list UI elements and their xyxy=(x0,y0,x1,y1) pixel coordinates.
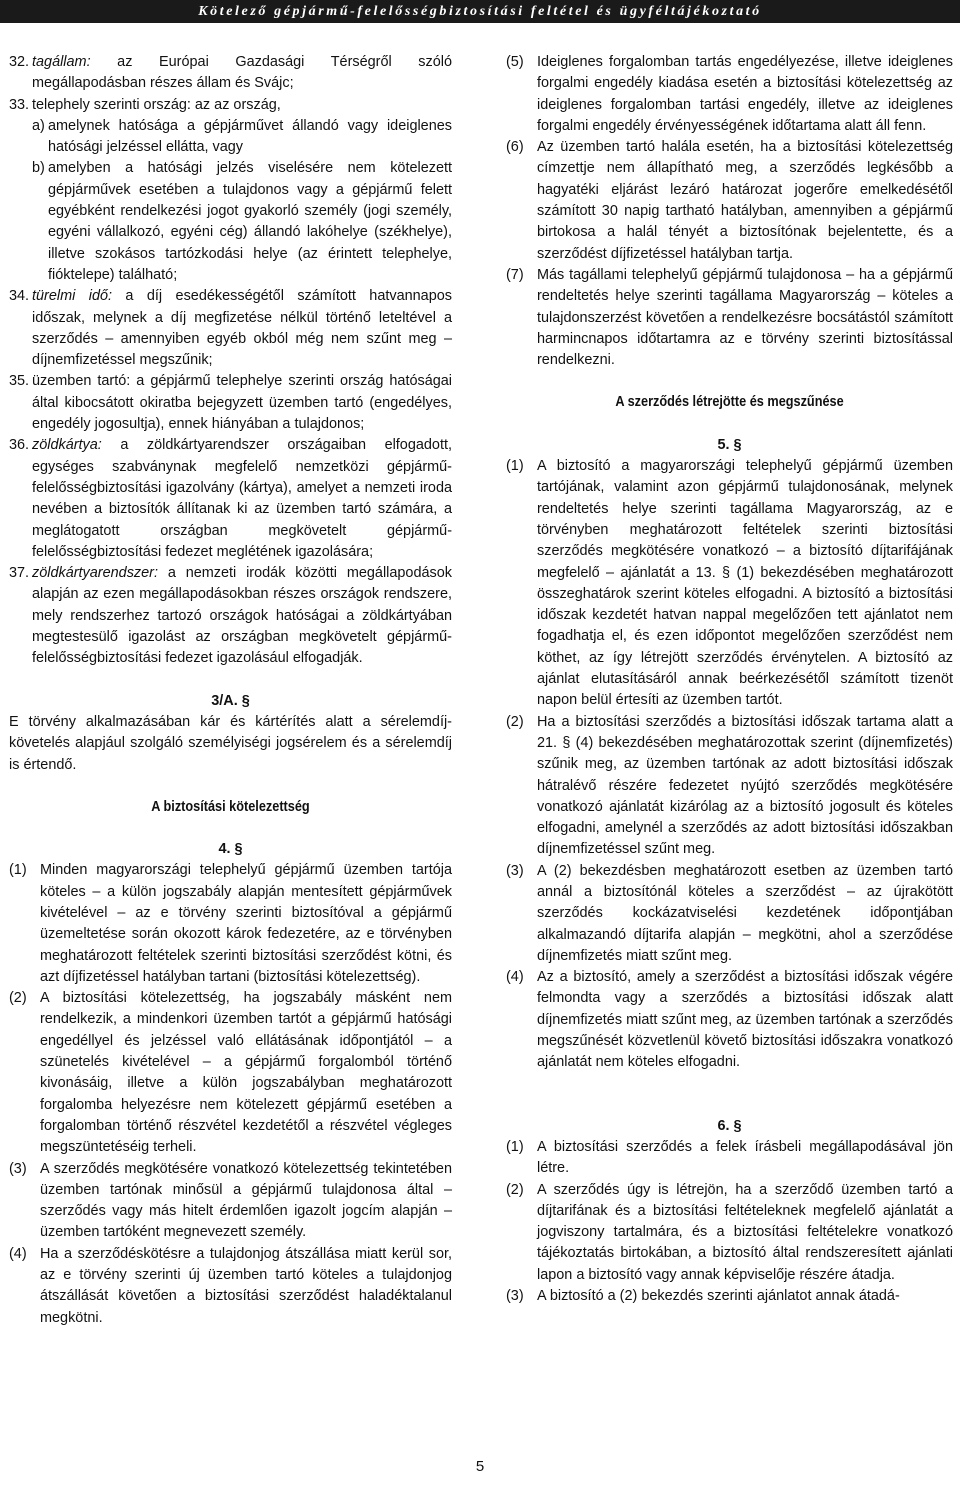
item-number: 37. xyxy=(9,565,30,582)
definition-35 xyxy=(9,371,452,435)
section-3a-title: 3/A. § xyxy=(211,692,250,709)
item-number: 33. xyxy=(9,96,30,113)
paragraph-text: Az üzemben tartó halála esetén, ha a biztosítási kötelezettség címzettje nem állapítható meg, a szerződés legkésőbb a hagyatéki eljárást lezáró határozat jogerőre emelkedésétől számított 30 napig tartható hatályban, amennyiben a gépjármű birtokosa a halál tényét a biztosítónak bejelentette, és a szerződést díjfizetéssel hatályban tartja. xyxy=(537,139,953,262)
chapter-heading-contract-formation: A szerződés létrejötte és megszűnése xyxy=(615,394,844,411)
paragraph-4-6 xyxy=(506,137,953,265)
paragraph-number: (4) xyxy=(506,969,524,986)
paragraph-6-1 xyxy=(506,1137,953,1180)
definition-37 xyxy=(9,563,452,669)
sub-item-marker: a) xyxy=(32,117,45,134)
paragraph-text: Az a biztosító, amely a szerződést a biztosítási időszak végére felmondta vagy a szerződés a biztosítási időszak alatt díjnemfizetés miatt szűnt meg, az üzemben tartónak a szerződés megszűnését közvetlenül követő biztosítási időszakra vonatkozó ajánlatát nem köteles elfogadni. xyxy=(537,969,953,1071)
sub-item-b xyxy=(32,158,452,286)
paragraph-text: A szerződés megkötésére vonatkozó kötelezettség tekintetében üzemben tartónak minősül a gépjármű tulajdonosa által – szerződés vagy más hitelt érdemlően igazolt jogcím alapján – üzemben tartóként megnevezett személy. xyxy=(40,1160,452,1241)
document-header: Kötelező gépjármű-felelősségbiztosítási feltétel és ügyféltájékoztató xyxy=(0,0,960,23)
sub-item-text: amelyben a hatósági jelzés viselésére nem kötelezett gépjárművek esetében a tulajdonos vagy a gépjármű felett egyébként rendelkezési jogot gyakorló személy (jogi személy, egyéni vállalkozó, egyéni cég) állandó lakóhelye (székhelye), illetve szokásos tartózkodási helye (az érintett telephelye, fióktelepe) található; xyxy=(48,160,452,283)
page-number: 5 xyxy=(475,1458,485,1475)
item-number: 32. xyxy=(9,54,30,70)
section-4-title: 4. § xyxy=(218,841,243,858)
section-5-title: 5. § xyxy=(717,436,742,453)
paragraph-5-1 xyxy=(506,456,953,712)
paragraph-number: (1) xyxy=(506,1138,524,1155)
paragraph-text: Ha a szerződéskötésre a tulajdonjog átszállása miatt kerül sor, az e törvény szerinti új üzemben tartó köteles a tulajdonjog átszállását követően a biztosítási szerződést haladéktalanul megkötni. xyxy=(40,1245,452,1326)
definition-text: telephely szerinti ország: az az ország, xyxy=(32,96,281,113)
paragraph-5-4 xyxy=(506,967,953,1073)
paragraph-number: (5) xyxy=(506,54,524,70)
definition-text: üzemben tartó: a gépjármű telephelye szerinti ország hatóságai által kibocsátott okiratba bejegyzett üzemben tartó (engedélyes, engedély jogosultja), ennek hiányában a tulajdonos; xyxy=(32,373,452,433)
item-number: 36. xyxy=(9,437,30,454)
sub-item-a xyxy=(32,116,452,159)
definition-text: az Európai Gazdasági Térségről szóló megállapodásban részes állam és Svájc; xyxy=(32,54,452,92)
paragraph-text: Minden magyarországi telephelyű gépjármű üzemben tartója köteles – a külön jogszabály alapján mentesített gépjárművek kivételével – az e törvény szerinti biztosítóval a gépjármű üzemeltetése során okozott károk fedezetére, az e törvényben meghatározott feltételek szerinti biztosítási szerződést kötni, és azt díjfizetéssel hatályban tartani (biztosítási kötelezettség). xyxy=(40,862,452,985)
definition-36 xyxy=(9,435,452,563)
defined-term: türelmi idő: xyxy=(32,288,113,305)
paragraph-number: (2) xyxy=(9,990,27,1007)
paragraph-number: (1) xyxy=(9,862,27,879)
paragraph-4-1 xyxy=(9,860,452,988)
paragraph-text: A szerződés úgy is létrejön, ha a szerződő üzemben tartó a díjtarifának és a biztosítási feltételeknek megfelelő ajánlatát a jogviszony tartalmára, és a biztosítási feltételekre vonatkozó tájékoztatás birtokában, a biztosító által rendszeresített ajánlati lapon a biztosító vagy annak képviselője részére átadja. xyxy=(537,1181,953,1283)
paragraph-text: Ha a biztosítási szerződés a biztosítási időszak tartama alatt a 21. § (4) bekezdésében meghatározottak szerint (díjnemfizetés) szűnik meg, az üzemben tartónak az adott biztosítási időszak hátralévő részére fedezetet nyújtó szerződés megkötésére vonatkozó ajánlatát kizárólag az a biztosító jogosult és köteles elfogadni, amelynél a szerződés az adott biztosítási időszakban díjnemfizetéssel szűnt meg. xyxy=(537,713,953,858)
section-3a-text: E törvény alkalmazásában kár és kártérítés alatt a sérelemdíj-követelés alapjául szolgáló személyiségi jogsérelem és a sérelemdíj is értendő. xyxy=(9,713,452,773)
paragraph-number: (6) xyxy=(506,139,524,156)
definition-33 xyxy=(9,95,452,287)
item-number: 34. xyxy=(9,288,30,305)
paragraph-6-2 xyxy=(506,1180,953,1286)
paragraph-6-3 xyxy=(506,1286,953,1307)
paragraph-4-2 xyxy=(9,988,452,1158)
definition-34 xyxy=(9,286,452,371)
defined-term: tagállam: xyxy=(32,54,91,70)
paragraph-text: A (2) bekezdésben meghatározott esetben az üzemben tartó annál a biztosítónál köteles a szerződést – az újrakötött szerződés kockázatviselési kezdetének időpontjában alkalmazandó díjtarifa alapján – megkötni, ahol a szerződése díjnemfizetés miatt szűnt meg. xyxy=(537,862,953,964)
definition-text: a zöldkártyarendszer országaiban elfogadott, egységes szabványnak megfelelő nemzetközi gépjármű-felelősségbiztosítási igazolvány (kártya), amelyet a nemzeti iroda nevében a biztosítók állítanak ki az üzemben tartó számára, a meglátogatott országban megkövetelt gépjármű-felelősségbiztosítási fedezet meglétének igazolására; xyxy=(32,437,452,560)
definition-text: a díj esedékességétől számított hatvannapos időszak, melynek a díj megfizetése nélkül történő leteltével a szerződés – amennyiben egyéb okból még nem szűnt meg – díjnemfizetéssel megszűnik; xyxy=(32,288,452,369)
paragraph-number: (3) xyxy=(506,862,524,879)
paragraph-number: (2) xyxy=(506,713,524,730)
paragraph-text: A biztosító a magyarországi telephelyű gépjármű üzemben tartójának, valamint azon gépjármű tulajdonosának, melynek rendeltetés helye szerinti tagállama Magyarország, az e törvényben meghatározott feltételek szerinti biztosítási szerződés megkötésére vonatkozó – a biztosító díjtarifájának megfelelő – ajánlatát a 13. § (1) bekezdésében meghatározott összeghatárok szerint köteles elfogadni. A biztosító a biztosítási időszak kezdetét hatvan nappal megelőzően tett ajánlatot nem fogadhatja el, és ezen időpontot megelőzően szerződést nem köthet, az így létrejött szerződés érvénytelen. A biztosító az ajánlat elutasításáról annak beérkezésétől számított tizenöt napon belül értesíti az üzemben tartót. xyxy=(537,458,953,709)
paragraph-text: Más tagállami telephelyű gépjármű tulajdonosa – ha a gépjármű rendeltetés helye szerinti tagállama Magyarország – köteles a tulajdonszerzést követően a rendelkezésre bocsátástól számított harmincnapos időtartamra az e törvény szerinti biztosítással rendelkezni. xyxy=(537,266,953,369)
left-column xyxy=(9,52,452,1329)
paragraph-5-3 xyxy=(506,861,953,967)
paragraph-text: A biztosítási szerződés a felek írásbeli megállapodásával jön létre. xyxy=(537,1138,953,1177)
item-number: 35. xyxy=(9,373,30,390)
paragraph-text: Ideiglenes forgalomban tartás engedélyezése, illetve ideiglenes forgalmi engedély kiadása esetén a biztosítási kötelezettség az ideiglenes forgalomban tartási engedély, illetve az ideiglenes forgalmi engedély érvényességének időtartama alatt áll fenn. xyxy=(537,54,953,134)
defined-term: zöldkártyarendszer: xyxy=(32,565,158,582)
sub-item-text: amelynek hatósága a gépjárművet állandó vagy ideiglenes hatósági jelzéssel ellátta, vagy xyxy=(48,117,452,156)
definition-32 xyxy=(9,52,452,95)
paragraph-5-2 xyxy=(506,712,953,861)
section-6-title: 6. § xyxy=(717,1117,742,1134)
paragraph-number: (3) xyxy=(506,1288,524,1305)
paragraph-number: (2) xyxy=(506,1181,524,1198)
paragraph-number: (1) xyxy=(506,458,524,475)
chapter-heading-insurance-obligation: A biztosítási kötelezettség xyxy=(151,798,310,815)
paragraph-number: (3) xyxy=(9,1160,27,1177)
sub-item-marker: b) xyxy=(32,160,45,177)
defined-term: zöldkártya: xyxy=(32,437,102,454)
paragraph-4-5 xyxy=(506,52,953,137)
definition-text: a nemzeti irodák közötti megállapodások alapján az ezen megállapodásokban részes országok rendszere, mely rendszerhez tartozó országok hatóságai a zöldkártyában megtestesülő igazolást az országban megkövetelt gépjármű-felelősségbiztosítási fedezet igazolásául elfogadják. xyxy=(32,565,452,667)
paragraph-4-7 xyxy=(506,265,953,371)
paragraph-text: A biztosítási kötelezettség, ha jogszabály másként nem rendelkezik, a mindenkori üzemben tartót a gépjármű hatósági engedéllyel és jelzéssel való ellátásának időpontjától – a szünetelés kivételével – a gépjármű forgalomból történő kivonásáig, illetve a külön jogszabályban meghatározott forgalomba helyezésre nem kötelezett gépjármű esetében a forgalomban történő részvétel kezdetétől a részvétel végleges megszüntetéséig terheli. xyxy=(40,990,452,1156)
paragraph-4-4 xyxy=(9,1244,452,1329)
paragraph-number: (4) xyxy=(9,1245,27,1262)
paragraph-text: A biztosító a (2) bekezdés szerinti ajánlatot annak átadá- xyxy=(537,1288,900,1305)
paragraph-number: (7) xyxy=(506,266,524,283)
right-column xyxy=(506,52,953,1307)
paragraph-4-3 xyxy=(9,1159,452,1244)
